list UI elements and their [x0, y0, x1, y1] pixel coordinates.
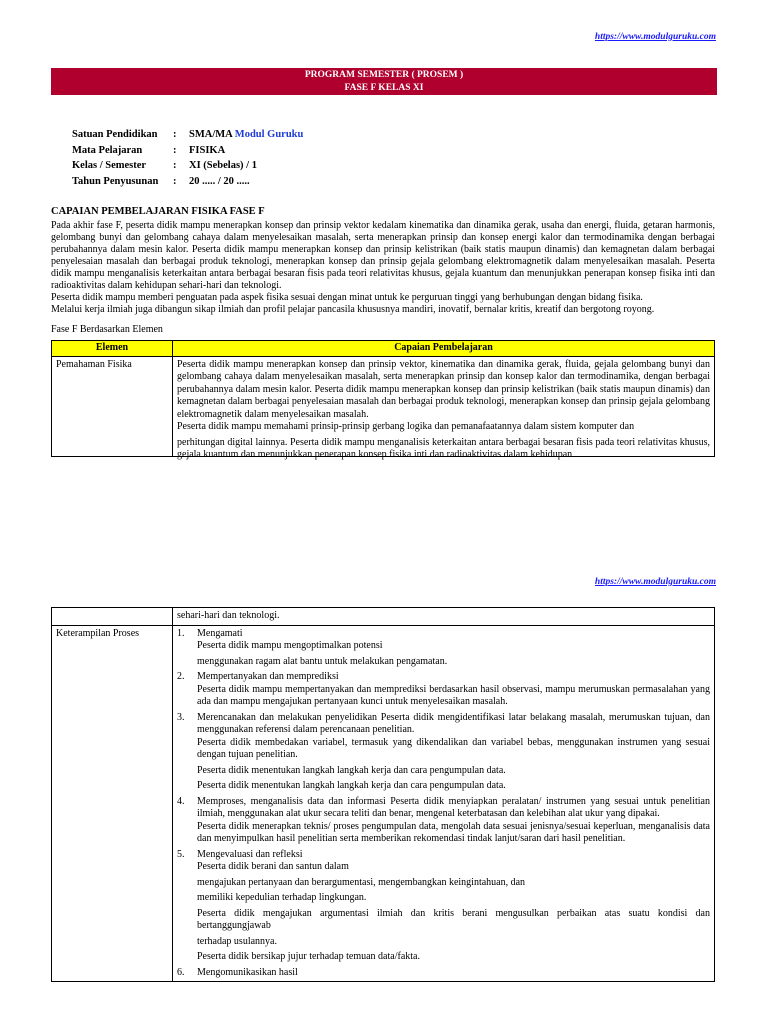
section-heading: CAPAIAN PEMBELAJARAN FISIKA FASE F — [51, 206, 265, 217]
list-item: 4. Memproses, menganalisis data dan informasi Peserta didik menyiapkan peralatan/ instrumen yang sesuai untuk penelitian ilmiah, menggunakan alat ukur secara teliti dan benar, mengenal keterbatasan dan kelebihan alat ukur yang dipakai. — [177, 795, 710, 819]
info-row-kelas: Kelas / Semester : XI (Sebelas) / 1 — [72, 158, 303, 174]
info-row-tahun: Tahun Penyusunan : 20 ..... / 20 ..... — [72, 174, 303, 190]
row-content: sehari-hari dan teknologi. — [173, 608, 715, 626]
info-label: Satuan Pendidikan — [72, 129, 158, 140]
website-link[interactable]: https://www.modulguruku.com — [594, 577, 716, 587]
row-content: Peserta didik mampu menerapkan konsep dan prinsip vektor, kinematika dan dinamika gerak, fluida, gejala gelombang bunyi dan gelombang cahaya dalam menyelesaikan masalah, serta menerapkan prinsip dan konsep kalor dan termodinamika, dengan berbagai perubahannya dalam mesin kalor. Peserta didik mampu menerapkan konsep dan prinsip kelistrikan (baik statis maupun dinamis) dan kemagnetan dalam berbagai penyelesaian masalah dan berbagai produk teknologi, menerapkan konsep dan prinsip gejala gelombang elektromagnetik dalam menyelesaikan masalah. Peserta didik mampu memahami prinsip-prinsip gerbang logika dan pemanafaatannya dalam sistem komputer dan perhitungan digital lainnya. Peserta didik mampu menganalisis keterkaitan antara berbagai besaran fisis pada teori relativitas khusus, gejala kuantum dan menunjukkan penerapan konsep fisika inti dan radioaktivitas dalam kehidupan — [173, 356, 715, 456]
header-elemen: Elemen — [52, 341, 173, 357]
capaian-text — [51, 220, 715, 316]
table-header-row — [52, 341, 715, 357]
elemen-table — [51, 340, 715, 460]
info-label: Tahun Penyusunan — [72, 175, 159, 187]
table-row — [52, 608, 715, 626]
title-banner — [51, 68, 717, 95]
row-label: Keterampilan Proses — [52, 625, 173, 982]
list-item: 1. Mengamati — [177, 627, 243, 639]
website-link[interactable]: https://www.modulguruku.com — [594, 32, 716, 42]
info-value: FISIKA — [189, 144, 226, 156]
info-label: Kelas / Semester — [72, 160, 147, 171]
info-row-satuan: Satuan Pendidikan : SMA/MA Modul Guruku — [72, 127, 303, 143]
row-label: Pemahaman Fisika — [52, 356, 173, 456]
info-row-mapel: Mata Pelajaran : FISIKA — [72, 143, 303, 159]
info-label: Mata Pelajaran — [72, 144, 143, 156]
info-value: SMA/MA Modul Guruku — [189, 129, 304, 140]
table-row — [52, 625, 715, 982]
identity-block — [72, 127, 303, 189]
list-item: 2. Mempertanyakan dan memprediksi — [177, 671, 339, 682]
table-caption: Fase F Berdasarkan Elemen — [51, 324, 163, 335]
paragraph: Peserta didik mampu memberi penguatan pada aspek fisika sesuai dengan minat untuk ke perguruan tinggi yang berhubungan dengan bidang fisika. — [51, 292, 643, 303]
list-item: 5. Mengevaluasi dan refleksi — [177, 848, 303, 860]
banner-subtitle: FASE F KELAS XI — [344, 82, 424, 93]
table-row — [52, 356, 715, 456]
paragraph: Melalui kerja ilmiah juga dibangun sikap ilmiah dan profil pelajar pancasila khususnya mandiri, inovatif, bernalar kritis, kreatif dan bergotong royong. — [51, 304, 655, 315]
brand-name: Modul Guruku — [234, 129, 304, 140]
header-capaian: Capaian Pembelajaran — [173, 341, 715, 357]
info-value: XI (Sebelas) / 1 — [189, 160, 257, 171]
banner-title: PROGRAM SEMESTER ( PROSEM ) — [304, 70, 464, 80]
elemen-table-continued — [51, 607, 715, 982]
list-item: 3. Merencanakan dan melakukan penyelidikan Peserta didik mengidentifikasi latar belakang masalah, merumuskan tujuan, dan menggunakan referensi dalam perencanaan penelitian. — [177, 711, 710, 735]
paragraph: Pada akhir fase F, peserta didik mampu menerapkan konsep dan prinsip vektor kedalam kinematika dan dinamika gerak, usaha dan energi, fluida, getaran harmonis, gelombang bunyi dan gelombang cahaya dalam menyelesaikan masalah, serta menerapkan prinsip dan konsep energi kalor dan termodinamika dengan berbagai perubahannya dalam mesin kalor. Peserta didik mampu menerapkan konsep dan prinsip kelistrikan (baik statis maupun dinamis) dan kemagnetan dalam berbagai penyelesaian masalah dan berbagai produk teknologi, menerapkan konsep dan prinsip gejala gelombang elektromagnetik dalam menyelesaikan masalah. Peserta didik mampu menganalisis keterkaitan antara berbagai besaran fisis pada teori relativitas khusus, gejala kuantum dan menunjukkan penerapan konsep fisika inti dan radioaktivitas dalam kehidupan sehari-hari dan teknologi. — [51, 220, 715, 291]
list-item: 6. Mengomunikasikan hasil — [177, 966, 298, 978]
row-content: 1. Mengamati Peserta didik mampu mengoptimalkan potensi menggunakan ragam alat bantu untuk melakukan pengamatan. 2. Mempertanyakan dan memprediksi Peserta didik mampu mempertanyakan dan memprediksi berdasarkan hasil observasi, mampu merumuskan permasalahan yang ada dan mampu mengajukan pertanyaan kunci untuk menyelesaikan masalah. 3. Merencanakan dan melakukan penyelidikan Peserta didik mengidentifikasi latar belakang masalah, merumuskan tujuan, dan menggunakan referensi dalam perencanaan penelitian. Peserta didik membedakan variabel, termasuk yang dikendalikan dan variabel bebas, menggunakan instrumen yang sesuai dengan tujuan penelitian. Peserta didik menentukan langkah langkah kerja dan cara pengumpulan data. Peserta didik menentukan langkah langkah kerja dan cara pengumpulan data. 4. Memproses, menganalisis data dan informasi Peserta didik menyiapkan peralatan/ instrumen yang sesuai untuk penelitian ilmiah, menggunakan alat ukur secara teliti dan benar, mengenal keterbatasan dan kelebihan alat ukur yang dipakai. Peserta didik menerapkan teknis/ proses pengumpulan data, mengolah data sesuai jenisnya/sesuai keperluan, menganalisis data dan menyimpulkan hasil penelitian serta memberikan rekomendasi tindak lanjut/saran dari hasil penelitian. 5. Mengevaluasi dan refleksi Peserta didik berani dan santun dalam mengajukan pertanyaan dan berargumentasi, mengembangkan keingintahuan, dan memiliki kepedulian terhadap lingkungan. Peserta didik mengajukan argumentasi ilmiah dan kritis berani mengusulkan perbaikan atas suatu kondisi dan bertanggungjawab terhadap usulannya. Peserta didik bersikap jujur terhadap temuan data/fakta. 6. Mengomunikasikan hasil — [173, 625, 715, 982]
info-value: 20 ..... / 20 ..... — [189, 175, 250, 187]
